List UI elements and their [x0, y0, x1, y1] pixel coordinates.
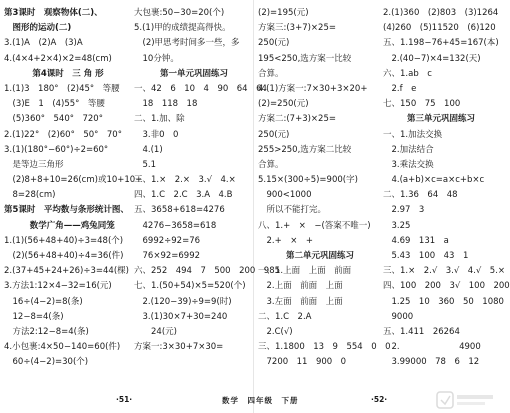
answer-line: 4276−3658=618: [134, 220, 217, 231]
answer-column-1: [4, 6, 143, 371]
answer-line: 三、1.× 2.√ 3.√ 4.√ 5.×: [383, 266, 506, 277]
answer-line: 方案一:3×30+7×30=: [134, 342, 224, 353]
answer-line: 4.69 131 a: [383, 235, 449, 246]
watermark-logo: [436, 389, 496, 411]
answer-line: 900<1000: [258, 190, 312, 201]
answer-line: 所以不能打完。: [258, 205, 327, 216]
answer-line: 七、150 75 100: [383, 99, 461, 110]
answer-line: 4.(a+b)×c=a×c+b×c: [383, 175, 485, 186]
section-heading: 数学广角——鸡兔同笼: [21, 220, 115, 231]
answer-line: 250(元): [258, 129, 290, 140]
answer-line: 1.(1)(56+48+40)÷3=48(个): [4, 235, 124, 246]
section-heading: 第4课时 三 角 形: [32, 68, 104, 79]
answer-line: 2.(120−39)÷9=9(时): [134, 296, 232, 307]
answer-line: 2. 4900: [383, 342, 481, 353]
answer-line: 3.25: [383, 220, 411, 231]
answer-line: 5.43 100 43 1: [383, 251, 469, 261]
answer-line: 二、1.C 2.A: [258, 311, 312, 322]
answer-line: 2.(37+45+24+26)÷3=44(棵): [4, 266, 129, 277]
answer-line: 3.乘法交换: [383, 159, 434, 170]
answer-line: 合算。: [258, 159, 284, 170]
answer-line: 六、252 494 7 500 200 985: [134, 266, 281, 277]
answer-line: (2)甲思考时间多一些，多: [134, 38, 240, 49]
answer-line: 二、1.36 64 48: [383, 190, 458, 201]
answer-line: 9000: [383, 311, 414, 322]
answer-line: 大包裹:50−30=20(个): [134, 8, 225, 18]
answer-line: 1.(1)3 180° (2)45° 等腰: [4, 83, 120, 94]
answer-line: 4.(1)方案一:7×30+3×20+: [258, 83, 368, 94]
section-heading: 第5课时 平均数与条形统计图、: [4, 205, 129, 216]
answer-line: 二、1.加、除: [134, 114, 185, 125]
answer-line: 18 118 18: [134, 99, 198, 110]
answer-line: (5)360° 540° 720°: [4, 114, 103, 125]
section-heading: 第3课时 观察物体(二)、: [4, 8, 103, 18]
answer-line: 三、1.1800 13 9 554 0 0: [258, 342, 391, 353]
answer-line: 五、3658+618=4276: [134, 205, 225, 216]
answer-line: 1.25 10 360 50 1080: [383, 296, 504, 307]
answer-line: 七、1.(50+54)×5=520(个): [134, 281, 246, 292]
answer-line: 2.97 3: [383, 205, 425, 216]
answer-line: 六、1.ab c: [383, 68, 432, 79]
answer-line: 2.加法结合: [383, 144, 434, 155]
answer-line: 12−8=4(条): [4, 311, 64, 322]
answer-line: 四、100 200 3√ 100 200: [383, 281, 510, 292]
answer-line: 16÷(4−2)=8(条): [4, 296, 83, 307]
answer-line: 一、1.上面 上面 前面: [258, 266, 352, 277]
answer-line: (4)260 (5)11520 (6)120: [383, 23, 496, 34]
answer-line: 60÷(4−2)=30(个): [4, 357, 89, 368]
answer-line: 3.99000 78 6 12: [383, 357, 480, 368]
answer-line: 2.(1)22° (2)60° 50° 70°: [4, 129, 122, 140]
page-number-right: ·52·: [371, 395, 388, 404]
answer-line: 2.f e: [383, 83, 417, 94]
answer-line: 3.方法1:12×4−32=16(元): [4, 281, 112, 292]
answer-line: 四、1.C 2.C 3.A 4.B: [134, 190, 233, 201]
answer-column-4: [383, 6, 510, 371]
answer-line: 4.小包裹:4×50−140=60(件): [4, 342, 121, 353]
answer-line: 4.(1): [134, 144, 163, 155]
section-heading: 第二单元巩固练习: [285, 251, 354, 261]
answer-line: 5.15×(300÷5)=900(字): [258, 175, 358, 186]
answer-line: 6992÷92=76: [134, 235, 201, 246]
subject-label: 数学 四年级 下册: [222, 396, 299, 405]
answer-line: (2)8+8+10=26(cm)或10+10+: [4, 175, 143, 186]
answer-line: 2.(1)360 (2)803 (3)1264: [383, 8, 499, 18]
answer-line: 五、1.198−76+45=167(本): [383, 38, 499, 49]
answer-line: 2.上面 前面 上面: [258, 281, 343, 292]
answer-line: 3.(1)30×7+30=240: [134, 311, 228, 322]
answer-line: 一、42 6 10 4 90 64 64: [134, 83, 267, 94]
answer-line: 2.+ × +: [258, 235, 313, 246]
answer-line: 24(元): [134, 326, 177, 337]
answer-line: 合算。: [258, 68, 284, 79]
answer-line: 方案三:(3+7)×25=: [258, 23, 336, 34]
answer-line: 5.1: [134, 159, 157, 170]
answer-line: 76×92=6992: [134, 251, 201, 261]
answer-line: 255>250,选方案二比较: [258, 144, 352, 155]
answer-line: 3.(1)A (2)A (3)A: [4, 38, 83, 49]
answer-line: 方法2:12−8=4(条): [4, 326, 89, 337]
answer-line: 3.非0 0: [134, 129, 179, 140]
answer-line: 2.(40−7)×4=132(天): [383, 53, 481, 64]
answer-line: (2)=195(元): [258, 8, 309, 18]
answer-line: 7200 11 900 0: [258, 357, 347, 368]
answer-line: 10分钟。: [134, 53, 179, 64]
answer-line: 八、1.+ × −(答案不唯一): [258, 220, 371, 231]
page-number-left: ·51·: [116, 395, 133, 404]
answer-line: (2)=250(元): [258, 99, 309, 110]
answer-line: 2.C(√): [258, 326, 293, 337]
section-heading: 第一单元巩固练习: [159, 68, 228, 79]
section-heading: 第三单元巩固练习: [406, 114, 475, 125]
answer-line: 是等边三角形: [4, 159, 64, 170]
answer-line: 195<250,选方案一比较: [258, 53, 352, 64]
answer-line: 8=28(cm): [4, 190, 56, 201]
answer-line: 4.(4×4+2×4)×2=48(cm): [4, 53, 112, 64]
answer-column-3: [258, 6, 391, 371]
answer-line: 方案二:(7+3)×25=: [258, 114, 336, 125]
answer-line: 一、1.加法交换: [383, 129, 443, 140]
section-heading: 图形的运动(二): [4, 23, 72, 34]
answer-line: 250(元): [258, 38, 290, 49]
answer-line: (3)E 1 (4)55° 等腰: [4, 99, 105, 110]
answer-line: (2)(56+48+40)÷4=36(件): [4, 251, 124, 261]
answer-line: 3.左面 前面 上面: [258, 296, 343, 307]
answer-line: 3.(1)(180°−60°)÷2=60°: [4, 144, 109, 155]
answer-line: 三、1.× 2.× 3.√ 4.×: [134, 175, 236, 186]
answer-line: 五、1.411 26264: [383, 326, 460, 337]
answer-line: 5.(1)甲的成绩提高得快。: [134, 23, 231, 34]
